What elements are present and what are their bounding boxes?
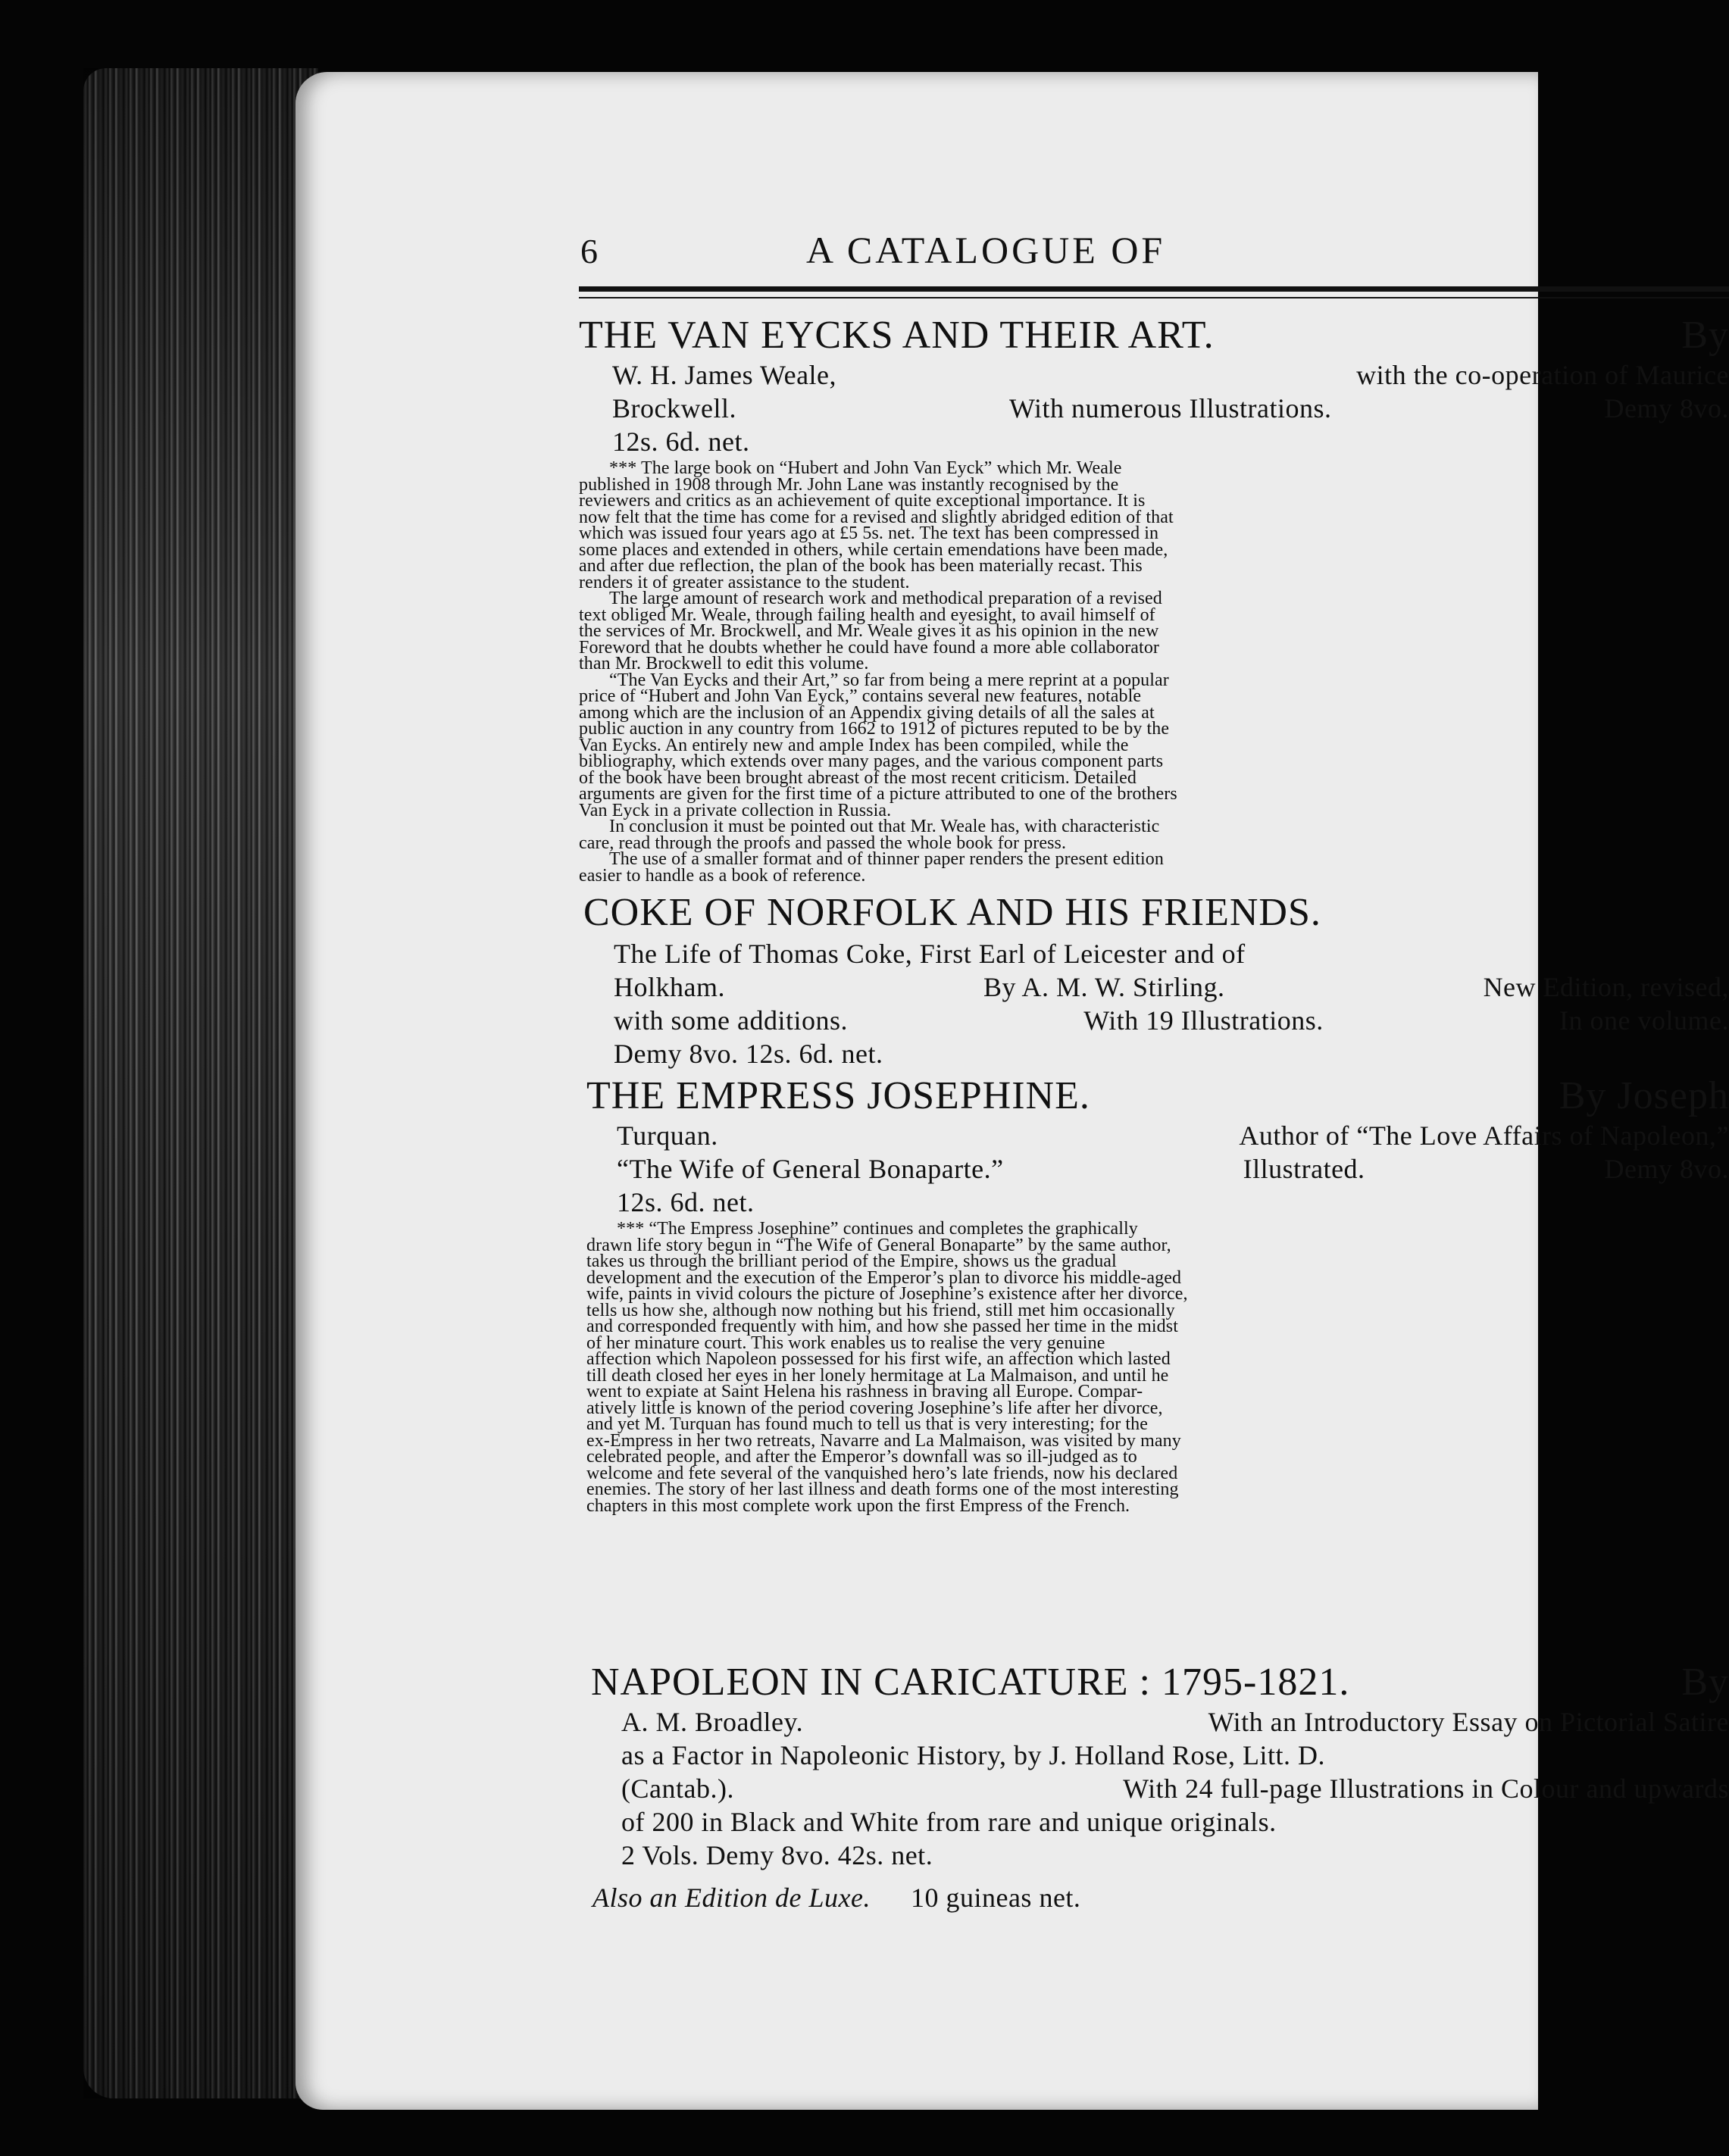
note-line: and after due reflection, the plan of the book has been materially recast. This xyxy=(579,556,1143,576)
entry-text: Demy 8vo. xyxy=(1604,1154,1729,1184)
note-line: bibliography, which extends over many pages, and the various component parts xyxy=(579,751,1164,771)
note-line: public auction in any country from 1662 to 1912 of pictures reputed to be by the xyxy=(579,719,1170,739)
note-line: development and the execution of the Emperor’s plan to divorce his middle-aged xyxy=(586,1267,1182,1288)
entry-text: Author of “The Love Affairs of Napoleon,” xyxy=(1239,1120,1729,1151)
note-line: of the book have been brought abreast of the most recent criticism. Detailed xyxy=(579,767,1137,788)
entry-line xyxy=(617,1119,1729,1152)
note-line: easier to handle as a book of reference. xyxy=(579,865,866,886)
note-line: *** The large book on “Hubert and John Van Eyck” which Mr. Weale xyxy=(609,458,1122,478)
entry-text: New Edition, revised, xyxy=(1483,972,1729,1002)
entry-title-main: THE VAN EYCKS AND THEIR ART. xyxy=(579,314,1215,357)
author-text: Brockwell. xyxy=(612,393,736,423)
author-text: A. M. Broadley. xyxy=(621,1707,804,1737)
note-line: welcome and fete several of the vanquished hero’s late friends, now his declared xyxy=(586,1463,1178,1483)
note-line: than Mr. Brockwell to edit this volume. xyxy=(579,654,869,673)
running-head: A CATALOGUE OF xyxy=(806,229,1166,271)
entry-text: In one volume. xyxy=(1559,1005,1729,1036)
author-text: W. H. James Weale, xyxy=(612,360,837,390)
entry-line: as a Factor in Napoleonic History, by J. Holland Rose, Litt. D. xyxy=(621,1740,1326,1770)
page-number: 6 xyxy=(580,232,598,270)
entry-title-by: By xyxy=(1681,314,1729,357)
note-line: renders it of greater assistance to the student. xyxy=(579,572,910,592)
note-line: arguments are given for the first time of a picture attributed to one of the brothers xyxy=(579,784,1177,804)
note-line: celebrated people, and after the Emperor’s downfall was so ill-judged as to xyxy=(586,1447,1137,1467)
entry-text: With 19 Illustrations. xyxy=(1083,1005,1324,1036)
note-line: atively little is known of the period covering Josephine’s life after her divorce, xyxy=(586,1398,1163,1418)
description-note xyxy=(579,458,1729,886)
entry-line xyxy=(621,1772,1729,1805)
note-line: and corresponded frequently with him, and how she passed her time in the midst xyxy=(586,1317,1178,1336)
note-line: drawn life story begun in “The Wife of General Bonaparte” by the same author, xyxy=(586,1235,1171,1255)
price-line: 12s. 6d. net. xyxy=(612,427,750,457)
note-line: Van Eyck in a private collection in Russia. xyxy=(579,800,892,820)
entry-line: of 200 in Black and White from rare and unique originals. xyxy=(621,1807,1277,1837)
note-line: of her minature court. This work enables us to realise the very genuine xyxy=(586,1333,1105,1353)
author-text: Turquan. xyxy=(617,1120,718,1151)
page-header xyxy=(579,228,1729,289)
note-line: In conclusion it must be pointed out that Mr. Weale has, with characteristic xyxy=(609,817,1160,836)
note-line: reviewers and critics as an achievement of quite exceptional importance. It is xyxy=(579,491,1146,511)
entry-text: with some additions. xyxy=(614,1005,848,1036)
edition-note: Also an Edition de Luxe. xyxy=(592,1883,871,1913)
entry-text: Holkham. xyxy=(614,972,725,1002)
note-line: takes us through the brilliant period of the Empire, shows us the gradual xyxy=(586,1251,1117,1271)
note-line: text obliged Mr. Weale, through failing health and eyesight, to avail himself of xyxy=(579,605,1155,625)
note-line: wife, paints in vivid colours the picture of Josephine’s existence after her divorce, xyxy=(586,1284,1188,1304)
entry-title-main: NAPOLEON IN CARICATURE : 1795-1821. xyxy=(591,1661,1350,1704)
catalogue-page xyxy=(295,72,1729,2110)
note-line: among which are the inclusion of an Appendix giving details of all the sales at xyxy=(579,702,1155,723)
note-line: some places and extended in others, while certain emendations have been made, xyxy=(579,539,1168,560)
note-line: chapters in this most complete work upon the first Empress of the French. xyxy=(586,1495,1130,1516)
entry-title-van-eycks xyxy=(579,313,1729,358)
note-line: “The Van Eycks and their Art,” so far from being a mere reprint at a popular xyxy=(609,670,1169,690)
entry-line xyxy=(621,1705,1729,1739)
note-line: Foreword that he doubts whether he could have found a more able collaborator xyxy=(579,637,1160,658)
entry-title-main: THE EMPRESS JOSEPHINE. xyxy=(586,1074,1090,1117)
note-line: *** “The Empress Josephine” continues and completes the graphically xyxy=(617,1219,1138,1239)
entry-text: “The Wife of General Bonaparte.” xyxy=(617,1154,1004,1184)
note-line: care, read through the proofs and passed the whole book for press. xyxy=(579,833,1067,853)
description-note xyxy=(586,1221,1729,1514)
edition-de-luxe-line xyxy=(592,1881,1080,1914)
header-rule-thin xyxy=(579,297,1729,298)
note-line: affection which Napoleon possessed for his first wife, an affection which lasted xyxy=(586,1349,1171,1369)
note-line: the services of Mr. Brockwell, and Mr. Weale gives it as his opinion in the new xyxy=(579,621,1159,641)
entry-text: Illustrated. xyxy=(1243,1154,1365,1184)
entry-line xyxy=(614,1004,1729,1037)
entry-line: The Life of Thomas Coke, First Earl of Leicester and of xyxy=(614,939,1246,969)
note-line: and yet M. Turquan has found much to tell us that is very interesting; for the xyxy=(586,1414,1149,1434)
entry-title-empress-josephine xyxy=(586,1073,1729,1119)
note-line: which was issued four years ago at £5 5s. net. The text has been compressed in xyxy=(579,523,1159,543)
entry-text: Demy 8vo. xyxy=(1604,393,1729,423)
note-line: tells us how she, although now nothing but his friend, still met him occasionally xyxy=(586,1300,1175,1320)
entry-text: With numerous Illustrations. xyxy=(1008,393,1332,423)
entry-text: with the co-operation of Maurice xyxy=(1356,360,1729,390)
note-line: till death closed her eyes in her lonely hermitage at La Malmaison, and until he xyxy=(586,1365,1169,1386)
note-line: The use of a smaller format and of thinner paper renders the present edition xyxy=(609,849,1164,869)
entry-text: With 24 full-page Illustrations in Colour and upwards xyxy=(1123,1773,1729,1804)
note-line: went to expiate at Saint Helena his rashness in braving all Europe. Compar- xyxy=(586,1382,1143,1401)
book-spine-edge xyxy=(83,68,318,2098)
entry-title-by: By Joseph xyxy=(1559,1074,1729,1117)
entry-line xyxy=(614,970,1729,1004)
price-line: 12s. 6d. net. xyxy=(617,1187,755,1217)
author-text: By A. M. W. Stirling. xyxy=(983,972,1225,1002)
entry-text: With an Introductory Essay on Pictorial Satire xyxy=(1208,1707,1729,1737)
note-line: ex-Empress in her two retreats, Navarre and La Malmaison, was visited by many xyxy=(586,1430,1181,1451)
note-line: enemies. The story of her last illness and death forms one of the most interesting xyxy=(586,1480,1179,1499)
entry-line xyxy=(617,1152,1729,1186)
note-line: Van Eycks. An entirely new and ample Index has been compiled, while the xyxy=(579,735,1129,755)
price-line: 2 Vols. Demy 8vo. 42s. net. xyxy=(621,1840,933,1870)
edition-price: 10 guineas net. xyxy=(910,1883,1081,1913)
entry-line xyxy=(612,358,1729,392)
note-line: The large amount of research work and methodical preparation of a revised xyxy=(609,589,1162,608)
note-line: now felt that the time has come for a revised and slightly abridged edition of that xyxy=(579,507,1174,527)
entry-title-by: By xyxy=(1681,1661,1729,1704)
entry-title-coke-of-norfolk: COKE OF NORFOLK AND HIS FRIENDS. xyxy=(583,891,1321,934)
entry-title-napoleon-in-caricature xyxy=(591,1660,1729,1705)
header-rule-thick xyxy=(579,286,1729,292)
entry-line xyxy=(612,392,1729,425)
note-line: published in 1908 through Mr. John Lane was instantly recognised by the xyxy=(579,474,1119,495)
entry-text: (Cantab.). xyxy=(621,1773,734,1804)
price-line: Demy 8vo. 12s. 6d. net. xyxy=(614,1039,883,1069)
note-line: price of “Hubert and John Van Eyck,” contains several new features, notable xyxy=(579,686,1142,706)
